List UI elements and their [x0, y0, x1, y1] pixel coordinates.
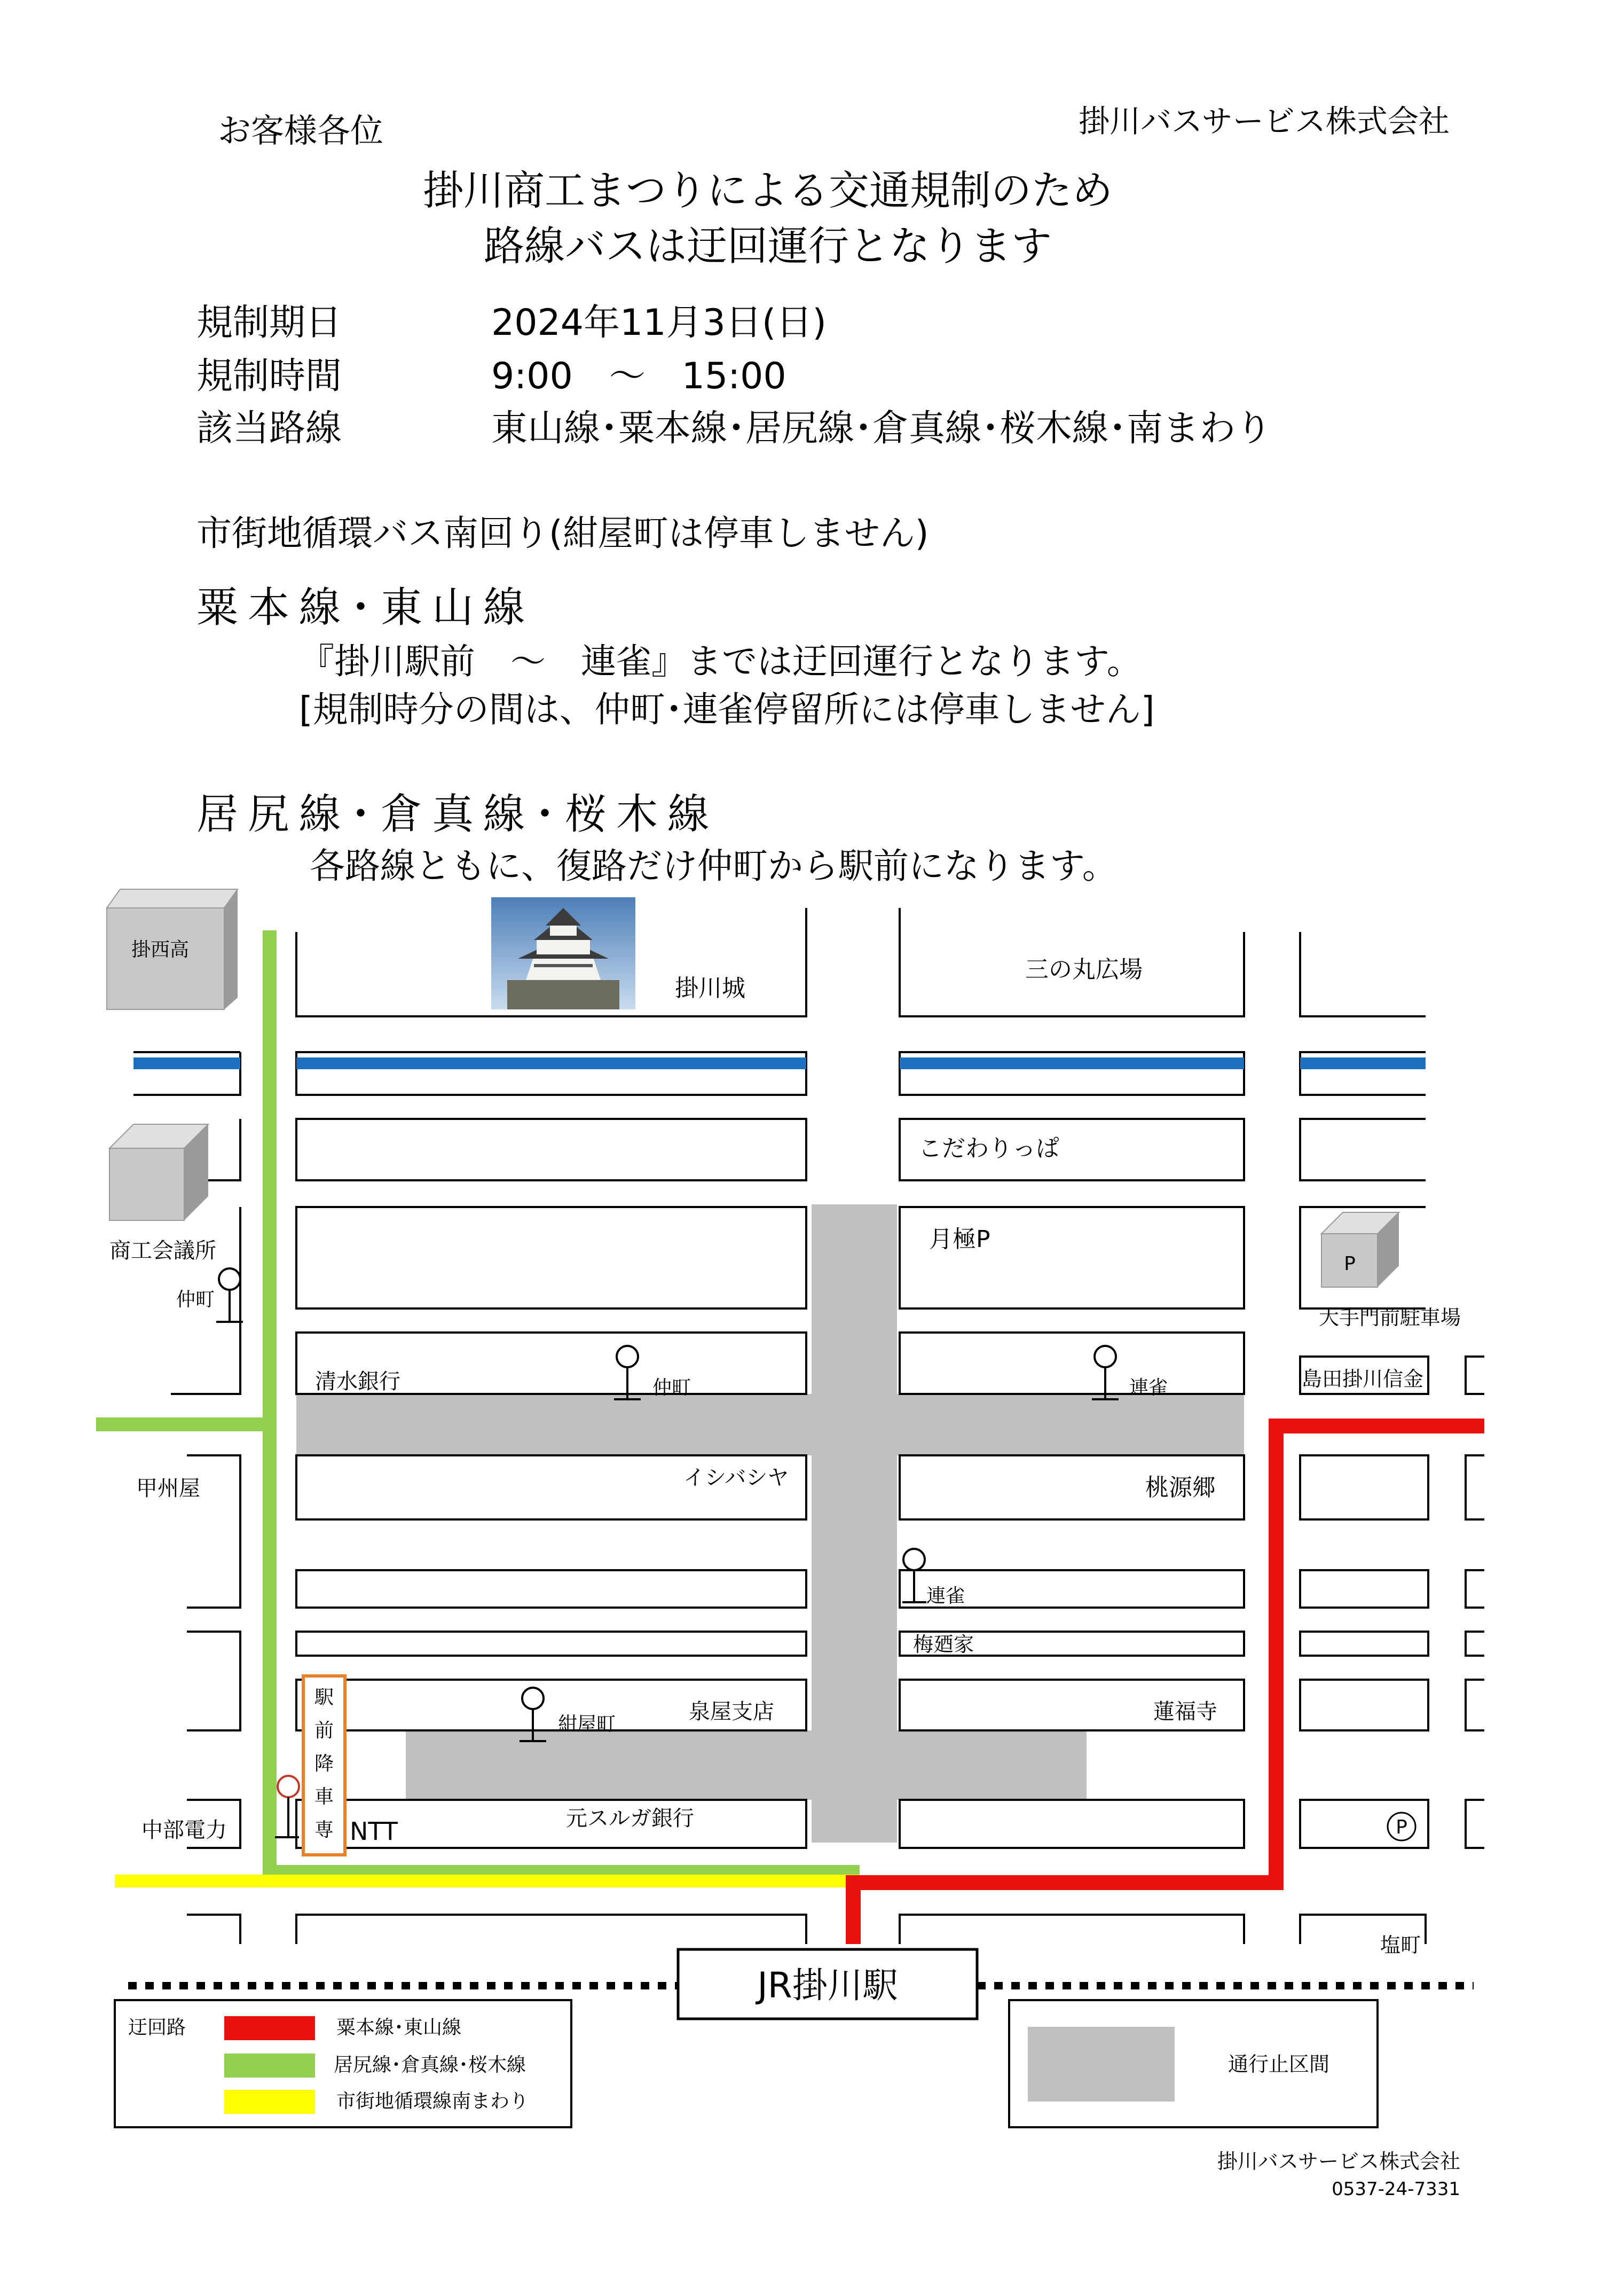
otemon-label: 大手門前駐車場 — [1319, 1306, 1461, 1329]
otemon-parking-building — [1321, 1212, 1399, 1287]
castle-label: 掛川城 — [675, 975, 745, 1002]
moto-suruga-label: 元スルガ銀行 — [566, 1806, 694, 1831]
routes-value: 東山線･粟本線･居尻線･倉真線･桜木線･南まわり — [491, 408, 1272, 450]
legend-swatch-green — [224, 2054, 315, 2078]
shoko-label: 商工会議所 — [109, 1239, 216, 1263]
ekimae-sign-text: 駅前降車専 — [314, 1687, 334, 1841]
ntt-label: NTT — [350, 1817, 398, 1846]
legend-swatch-red — [224, 2016, 315, 2040]
ijiri-heading: 居尻線･倉真線･桜木線 — [196, 790, 719, 839]
date-value: 2024年11月3日(日) — [491, 302, 827, 344]
jr-kakegawa-station — [678, 1949, 977, 2019]
kodawari-label: こだわりっぱ — [918, 1135, 1059, 1162]
detour-legend — [115, 2000, 571, 2127]
footer-company: 掛川バスサービス株式会社 — [1217, 2150, 1460, 2173]
parking-p-label: P — [1344, 1253, 1356, 1275]
red-detour-route — [853, 1426, 1484, 1944]
bus-stop-icon-renjaku-south — [902, 1549, 926, 1602]
legend-label-green: 居尻線･倉真線･桜木線 — [334, 2054, 526, 2076]
renjaku-north-label: 連雀 — [1129, 1377, 1168, 1399]
renjaku-south-label: 連雀 — [926, 1585, 965, 1607]
shoko-building — [109, 1124, 208, 1220]
nakamachi-label: 仲町 — [652, 1377, 691, 1399]
closed-road-area — [296, 1204, 1244, 1843]
closed-section-legend — [1009, 2000, 1378, 2127]
notice-title-line1: 掛川商工まつりによる交通規制のため — [423, 167, 1113, 214]
date-label: 規制期日 — [196, 302, 342, 344]
kakegawa-castle-photo — [491, 897, 635, 1009]
awamoto-line2: [規制時分の間は、仲町･連雀停留所には停車しません] — [299, 689, 1155, 730]
togenkyo-label: 桃源郷 — [1145, 1474, 1216, 1501]
time-value: 9:00 ～ 15:00 — [491, 355, 786, 397]
bus-stop-icon-nakamachi — [614, 1346, 641, 1399]
awamoto-line1: 『掛川駅前 ～ 連雀』までは迂回運行となります。 — [299, 641, 1142, 682]
tsukiwa-label: 月極P — [929, 1226, 990, 1253]
station-label: JR掛川駅 — [757, 1965, 898, 2006]
closed-legend-label: 通行止区間 — [1228, 2052, 1330, 2076]
parking-circle-label: P — [1396, 1816, 1407, 1838]
ekimae-alighting-sign — [303, 1676, 345, 1855]
awamoto-heading: 粟本線･東山線 — [196, 584, 535, 632]
time-label: 規制時間 — [196, 355, 342, 397]
legend-label-red: 粟本線･東山線 — [336, 2017, 462, 2039]
konyamachi-label: 紺屋町 — [558, 1713, 616, 1735]
recipient-text: お客様各位 — [218, 111, 384, 150]
legend-swatch-yellow — [224, 2090, 315, 2114]
routes-label: 該当路線 — [196, 408, 342, 450]
shimada-label: 島田掛川信金 — [1302, 1367, 1424, 1391]
nakamachi-west-label: 仲町 — [176, 1289, 215, 1311]
shiomachi-label: 塩町 — [1380, 1933, 1421, 1957]
parking-circle-icon — [1388, 1813, 1415, 1840]
izumiya-label: 泉屋支店 — [689, 1699, 774, 1724]
kakenishi-building — [107, 889, 238, 1009]
bus-stop-icon-nakamachi-west — [216, 1268, 243, 1322]
loop-bus-notice: 市街地循環バス南回り(紺屋町は停車しません) — [196, 513, 929, 554]
ishibashiya-label: イシバシヤ — [683, 1466, 789, 1490]
notice-title-line2: 路線バスは迂回運行となります — [484, 222, 1052, 270]
renpukuji-label: 蓮福寺 — [1153, 1699, 1217, 1724]
river-band — [133, 1057, 1426, 1069]
legend-title: 迂回路 — [128, 2017, 186, 2039]
baishuka-label: 梅廼家 — [913, 1633, 974, 1656]
kakenishi-label: 掛西高 — [131, 939, 190, 961]
closed-swatch — [1028, 2027, 1175, 2102]
ijiri-line1: 各路線ともに、復路だけ仲町から駅前になります。 — [310, 845, 1118, 887]
chubu-label: 中部電力 — [141, 1818, 227, 1843]
footer-phone: 0537-24-7331 — [1332, 2179, 1460, 2200]
bus-stop-icon-renjaku-north — [1092, 1346, 1119, 1399]
legend-label-yellow: 市街地循環線南まわり — [336, 2090, 529, 2112]
company-name-header: 掛川バスサービス株式会社 — [1079, 103, 1450, 139]
shimizu-label: 清水銀行 — [315, 1369, 400, 1394]
sannomaru-label: 三の丸広場 — [1025, 956, 1143, 983]
koshuya-label: 甲州屋 — [136, 1476, 200, 1501]
